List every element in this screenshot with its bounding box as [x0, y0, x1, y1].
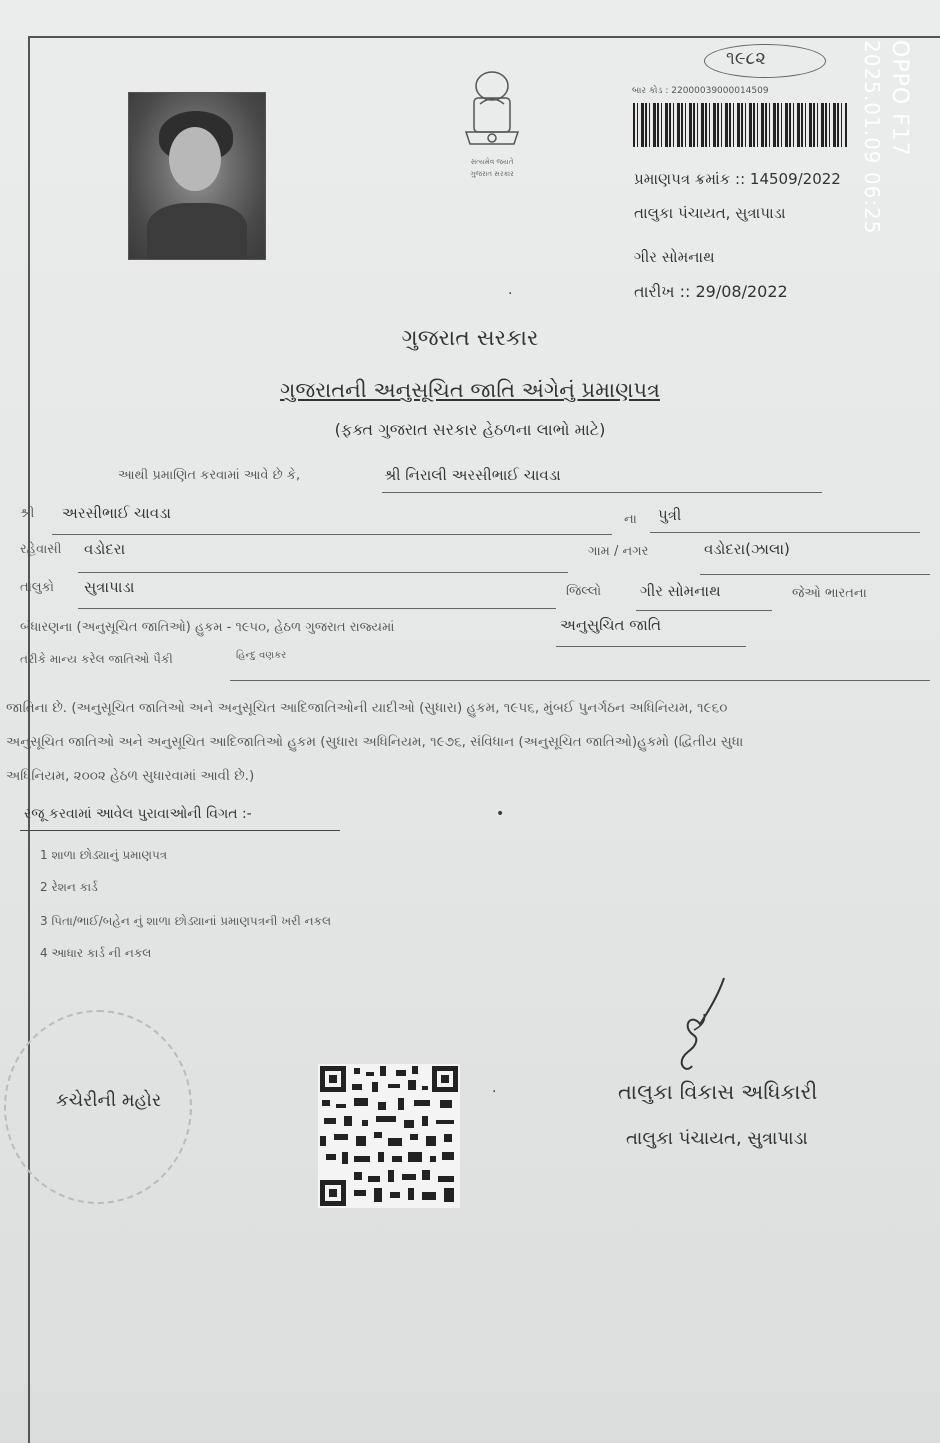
district-label: જિલ્લો — [566, 584, 602, 599]
district-value: ગીર સોમનાથ — [640, 582, 721, 600]
evidence-heading: રજૂ કરવામાં આવેલ પુરાવાઓની વિગત :- — [24, 806, 252, 822]
officer-signature — [660, 976, 740, 1076]
evidence-item-1: 1 શાળા છોડ્યાનું પ્રમાણપત્ર — [40, 848, 168, 862]
barcode-label: બાર કોડ : 22000039000014509 — [632, 86, 769, 96]
certify-label: આથી પ્રમાણિત કરવામાં આવે છે કે, — [118, 468, 301, 483]
certificate-subtitle: (ફક્ત ગુજરાત સરકાર હેઠળના લાભો માટે) — [334, 420, 606, 439]
father-prefix: શ્રી — [20, 506, 35, 521]
emblem-caption-1: સત્યમેવ જયતે — [470, 158, 514, 166]
relation-value: પુત્રી — [658, 506, 682, 524]
certificate-number: પ્રમાણપત્ર ક્રમાંક :: 14509/2022 — [634, 170, 841, 188]
barcode — [633, 103, 847, 147]
caste-name: હિન્દુ વણકર — [236, 650, 287, 661]
village-value: વડોદરા(ઝાલા) — [704, 540, 790, 558]
father-name: અરસીભાઈ ચાવડા — [62, 504, 171, 522]
document-page: સત્યમેવ જયતે ગુજરાત સરકાર ૧૯૮૨ બાર કોડ : 22000039000014509 પ્રમાણપત્ર ક્રમાંક :: 14509/2022 તાલુકા પંચાયત, સુત્રાપાડા ગીર સોમનાથ તારીખ :: 29/08/2022 · ગુજરાત સરકાર ગુજરાતની અનુસૂચિત જાતિ અંગેનું પ્રમાણપત્ર (ફક્ત ગુજરાત સરકાર હેઠળના લાભો માટે) આથી પ્રમાણિત કરવામાં આવે છે કે, શ્રી નિરાલી અરસીભાઈ ચાવડા શ્રી અરસીભાઈ ચાવડા ના પુત્રી રહેવાસી વડોદરા ગામ / નગર વડોદરા(ઝાલા) તાલુકો સુત્રાપાડા જિલ્લો ગીર સોમનાથ જેઓ ભારતના બંધારણના (અનુસૂચિત જાતિઓ) હુકમ - ૧૯૫૦, હેઠળ ગુજરાત રાજ્યમાં અનુસુચિત જાતિ તરીકે માન્ય કરેલ જાતિઓ પૈકી હિન્દુ વણકર જાતિના છે. (અનુસૂચિત જાતિઓ અને અનુસૂચિત આદિજાતિઓની યાદીઓ (સુધારા) હુકમ, ૧૯૫૬, મુંબઈ પુનર્ગઠન અધિનિયમ, ૧૯૬૦ અનુસૂચિત જાતિઓ અને અનુસૂચિત આદિજાતિઓ હુકમ (સુધારા અધિનિયમ, ૧૯૭૬, સંવિધાન (અનુસૂચિત જાતિઓ)હુકમો (દ્વિતીય સુધા અધિનિયમ, ૨૦૦૨ હેઠળ સુધારવામાં આવી છે.) રજૂ કરવામાં આવેલ પુરાવાઓની વિગત :- • 1 શાળા છોડ્યાનું પ્રમાણપત્ર 2 રેશન કાર્ડ 3 પિતા/ભાઈ/બહેન નું શાળા છોડ્યાનાં પ્રમાણપત્રની ખરી નકલ 4 આધાર કાર્ડ ની નકલ કચેરીની મહોર · તાલુકા વિકાસ અધિકારી તાલુકા પંચાયત, સુત્રાપાડા OPPO F17 2025.01.09 06:25 — [0, 0, 940, 1441]
taluka-label: તાલુકો — [20, 580, 55, 595]
government-title: ગુજરાત સરકાર — [401, 326, 539, 351]
resident-value: વડોદરા — [84, 540, 126, 558]
officer-office: તાલુકા પંચાયત, સુત્રાપાડા — [626, 1128, 808, 1149]
applicant-photo — [128, 92, 266, 260]
stamp-label: કચેરીની મહોર — [56, 1090, 162, 1111]
recognized-label: તરીકે માન્ય કરેલ જાતિઓ પૈકી — [20, 652, 173, 666]
emblem-caption-2: ગુજરાત સરકાર — [470, 170, 514, 178]
national-emblem-icon — [444, 64, 540, 184]
certificate-title: ગુજરાતની અનુસૂચિત જાતિ અંગેનું પ્રમાણપત્ર — [280, 378, 660, 402]
paragraph-line-1: જાતિના છે. (અનુસૂચિત જાતિઓ અને અનુસૂચિત આદિજાતિઓની યાદીઓ (સુધારા) હુકમ, ૧૯૫૬, મુંબઈ પુનર્ગઠન અધિનિયમ, ૧૯૬૦ — [6, 700, 728, 716]
applicant-name: શ્રી નિરાલી અરસીભાઈ ચાવડા — [384, 466, 561, 484]
camera-brand-watermark: OPPO F17 — [887, 40, 912, 157]
paragraph-line-2: અનુસૂચિત જાતિઓ અને અનુસૂચિત આદિજાતિઓ હુકમ (સુધારા અધિનિયમ, ૧૯૭૬, સંવિધાન (અનુસૂચિત જાતિઓ)હુકમો (દ્વિતીય સુધા — [6, 734, 744, 750]
issue-date: તારીખ :: 29/08/2022 — [634, 282, 788, 301]
issuing-office: તાલુકા પંચાયત, સુત્રાપાડા — [634, 204, 786, 222]
officer-title: તાલુકા વિકાસ અધિકારી — [618, 1080, 818, 1104]
issuing-district: ગીર સોમનાથ — [634, 248, 715, 266]
qr-code — [318, 1064, 460, 1208]
evidence-item-4: 4 આધાર કાર્ડ ની નકલ — [40, 946, 152, 960]
paragraph-line-3: અધિનિયમ, ૨૦૦૨ હેઠળ સુધારવામાં આવી છે.) — [6, 768, 255, 784]
resident-label: રહેવાસી — [20, 542, 62, 557]
camera-timestamp-watermark: 2025.01.09 06:25 — [860, 40, 884, 235]
who-india-label: જેઓ ભારતના — [792, 586, 867, 601]
na-label: ના — [624, 512, 637, 527]
evidence-item-2: 2 રેશન કાર્ડ — [40, 880, 98, 894]
village-label: ગામ / નગર — [588, 544, 649, 559]
caste-category: અનુસુચિત જાતિ — [560, 616, 662, 634]
taluka-value: સુત્રાપાડા — [84, 578, 135, 596]
handwritten-number: ૧૯૮૨ — [726, 48, 766, 69]
order-text: બંધારણના (અનુસૂચિત જાતિઓ) હુકમ - ૧૯૫૦, હેઠળ ગુજરાત રાજ્યમાં — [20, 620, 395, 635]
evidence-item-3: 3 પિતા/ભાઈ/બહેન નું શાળા છોડ્યાનાં પ્રમાણપત્રની ખરી નકલ — [40, 914, 332, 928]
